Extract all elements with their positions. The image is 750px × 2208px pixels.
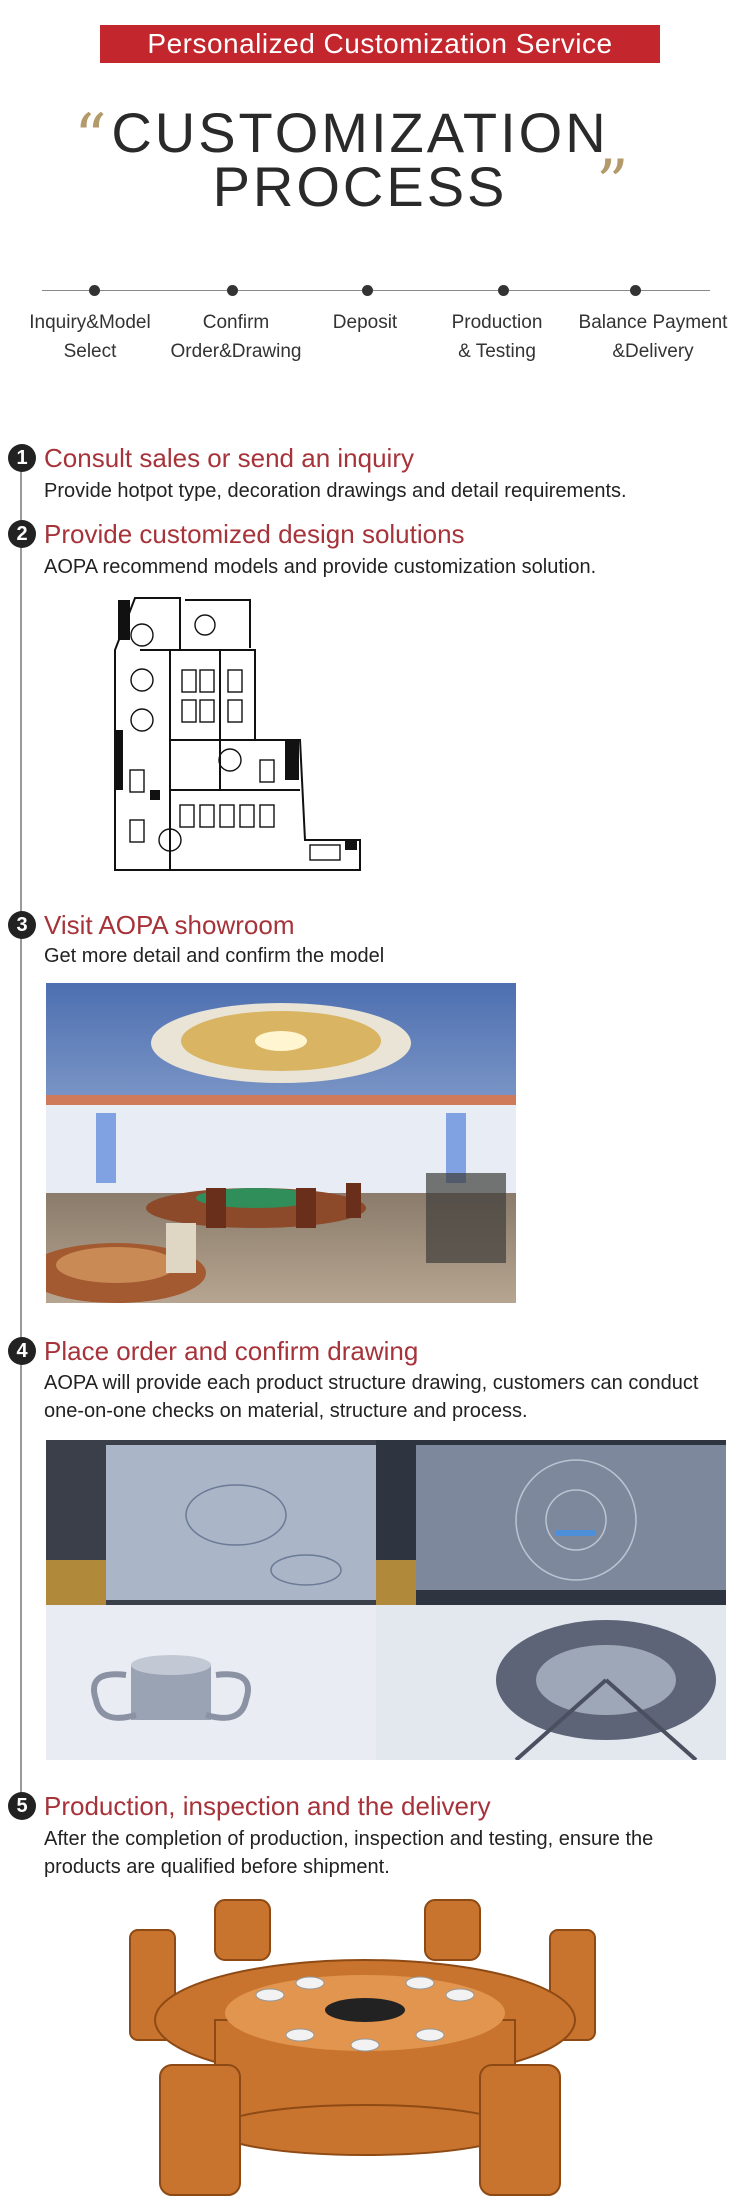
cad-drawing-collage xyxy=(46,1440,726,1760)
step-label-line: Deposit xyxy=(332,312,398,333)
process-dot xyxy=(630,285,641,296)
section-description: After the completion of production, inspection and testing, ensure the products are qualified before shipment. xyxy=(44,1828,654,1878)
showroom-photo xyxy=(46,983,516,1303)
step-number-badge: 1 xyxy=(8,444,36,472)
section-title: Place order and confirm drawing xyxy=(44,1336,419,1366)
close-quote-mark: ” xyxy=(596,147,629,221)
section-description: AOPA recommend models and provide customization solution. xyxy=(44,556,597,578)
step-label-line: Production xyxy=(451,312,543,333)
section-description: AOPA will provide each product structure drawing, customers can conduct one-on-one checks on material, structure and process. xyxy=(44,1372,699,1422)
hotpot-table-chairs-photo xyxy=(120,1895,620,2200)
step-number-badge: 5 xyxy=(8,1792,36,1820)
process-step-deposit xyxy=(290,308,440,337)
step-label-line: Order&Drawing xyxy=(170,341,302,362)
process-dot xyxy=(227,285,238,296)
open-quote-mark: “ xyxy=(74,101,107,175)
floor-plan-drawing xyxy=(110,590,370,890)
process-dot xyxy=(498,285,509,296)
process-timeline-line xyxy=(42,290,710,291)
section-title: Provide customized design solutions xyxy=(44,519,465,549)
step-number-badge: 3 xyxy=(8,911,36,939)
steps-vertical-line xyxy=(20,455,22,1815)
page-title xyxy=(110,101,610,218)
title-line-1: CUSTOMIZATION xyxy=(111,101,609,164)
process-step-payment xyxy=(567,308,739,366)
section-description: Provide hotpot type, decoration drawings and detail requirements. xyxy=(44,480,627,502)
process-dot xyxy=(362,285,373,296)
step-label-line: Balance Payment xyxy=(578,312,728,333)
process-step-production xyxy=(422,308,572,366)
step-number-badge: 2 xyxy=(8,520,36,548)
process-dot xyxy=(89,285,100,296)
section-title: Production, inspection and the delivery xyxy=(44,1791,491,1821)
section-title: Consult sales or send an inquiry xyxy=(44,443,414,473)
step-label-line: &Delivery xyxy=(612,341,694,362)
title-line-2: PROCESS xyxy=(212,155,508,218)
process-step-inquiry xyxy=(15,308,165,366)
service-banner: Personalized Customization Service xyxy=(100,25,660,63)
step-number-badge: 4 xyxy=(8,1337,36,1365)
step-label-line: Confirm xyxy=(202,312,270,333)
section-title: Visit AOPA showroom xyxy=(44,910,295,940)
step-label-line: Inquiry&Model xyxy=(29,312,151,333)
process-step-confirm xyxy=(161,308,311,366)
section-description: Get more detail and confirm the model xyxy=(44,945,385,967)
step-label-line: & Testing xyxy=(458,341,536,362)
step-label-line: Select xyxy=(63,341,117,362)
